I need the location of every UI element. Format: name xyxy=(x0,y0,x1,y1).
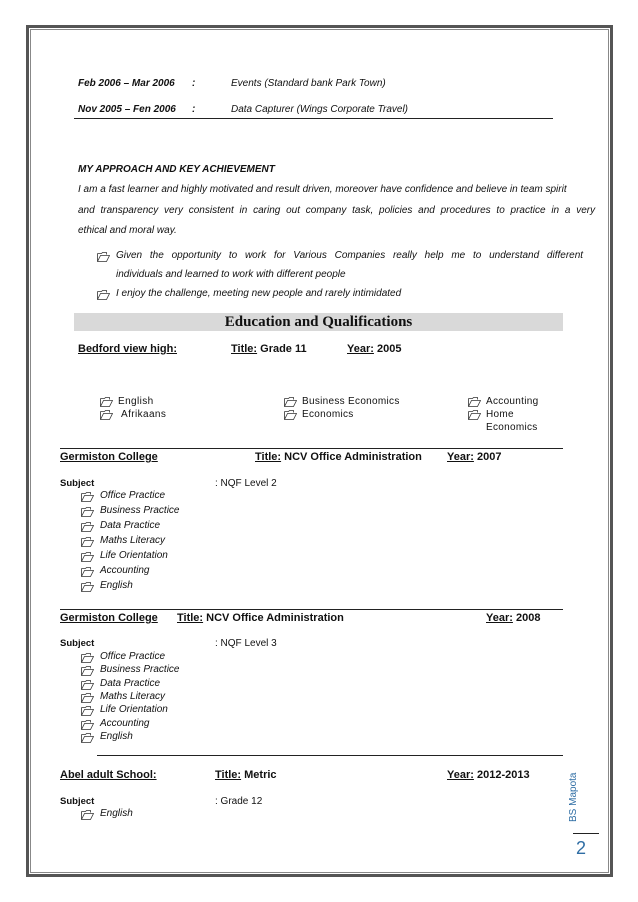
school-name: Germiston College xyxy=(60,612,158,624)
subject-item: Economics xyxy=(302,409,354,420)
folder-icon xyxy=(81,693,94,703)
subject-label: Subject xyxy=(60,478,95,489)
school-name: Bedford view high: xyxy=(78,343,177,355)
subject-item: Business Economics xyxy=(302,396,400,407)
folder-icon xyxy=(81,582,94,592)
subject-item: Office Practice xyxy=(100,651,166,662)
subject-item: English xyxy=(100,808,133,819)
subject-item: Data Practice xyxy=(100,520,161,531)
subject-item: Business Practice xyxy=(100,505,180,516)
folder-icon xyxy=(81,810,94,820)
folder-icon xyxy=(81,706,94,716)
level-value: : NQF Level 2 xyxy=(215,478,277,489)
author-name: BS Mapota xyxy=(568,772,579,822)
school-year: Year: 2007 xyxy=(447,451,502,463)
school-year: Year: 2005 xyxy=(347,343,402,355)
school-name: Abel adult School: xyxy=(60,769,157,781)
subject-label: Subject xyxy=(60,638,95,649)
approach-line: I am a fast learner and highly motivated and result driven, moreover have confidence and believe in team spirit xyxy=(78,184,567,195)
folder-icon xyxy=(81,492,94,502)
school-year: Year: 2012-2013 xyxy=(447,769,530,781)
subject-item: English xyxy=(118,396,154,407)
folder-icon xyxy=(81,537,94,547)
school-title: Title: NCV Office Administration xyxy=(255,451,422,463)
folder-icon xyxy=(97,252,110,262)
subject-item: Office Practice xyxy=(100,490,166,501)
folder-icon xyxy=(97,290,110,300)
employment-dates: Nov 2005 – Fen 2006 xyxy=(78,104,176,115)
approach-line: ethical and moral way. xyxy=(78,225,177,236)
subject-item: Accounting xyxy=(486,396,539,407)
folder-icon xyxy=(81,567,94,577)
folder-icon xyxy=(100,410,113,420)
folder-icon xyxy=(284,397,297,407)
folder-icon xyxy=(284,410,297,420)
approach-heading: MY APPROACH AND KEY ACHIEVEMENT xyxy=(78,164,275,175)
folder-icon xyxy=(468,410,481,420)
subject-item: English xyxy=(100,730,133,742)
subject-item-cont: Economics xyxy=(486,422,538,433)
subject-item: Afrikaans xyxy=(121,409,167,420)
page-number: 2 xyxy=(576,838,587,858)
school-title: Title: Grade 11 xyxy=(231,343,307,355)
folder-icon xyxy=(81,653,94,663)
divider xyxy=(60,448,563,449)
folder-icon xyxy=(81,522,94,532)
school-title: Title: Metric xyxy=(215,769,277,781)
school-name: Germiston College xyxy=(60,451,158,463)
approach-bullet: I enjoy the challenge, meeting new people and rarely intimidated xyxy=(116,288,402,299)
folder-icon xyxy=(81,666,94,676)
subject-item: Maths Literacy xyxy=(100,535,166,546)
folder-icon xyxy=(81,733,94,743)
section-title: Education and Qualifications xyxy=(224,314,413,330)
subject-label: Subject xyxy=(60,796,95,807)
employment-dates: Feb 2006 – Mar 2006 xyxy=(78,78,175,89)
folder-icon xyxy=(81,507,94,517)
subject-item: Home xyxy=(486,409,514,420)
employment-separator: : xyxy=(192,78,196,89)
level-value: : Grade 12 xyxy=(215,796,263,807)
approach-bullet: Given the opportunity to work for Various Companies really help me to understand different xyxy=(116,250,584,261)
folder-icon xyxy=(81,552,94,562)
divider xyxy=(97,755,563,756)
school-year: Year: 2008 xyxy=(486,612,541,624)
subject-item: Data Practice xyxy=(100,677,161,689)
subject-item: Business Practice xyxy=(100,664,180,676)
subject-item: Accounting xyxy=(100,565,150,576)
footer-divider xyxy=(573,833,599,834)
folder-icon xyxy=(468,397,481,407)
employment-role: Events (Standard bank Park Town) xyxy=(231,78,386,89)
subject-item: Accounting xyxy=(100,717,150,729)
divider xyxy=(60,609,563,610)
folder-icon xyxy=(81,720,94,730)
approach-line: and transparency very consistent in caring out company task, policies and procedures to practice in a very xyxy=(78,205,596,216)
subject-item: Life Orientation xyxy=(100,550,168,561)
subject-item: English xyxy=(100,580,133,591)
folder-icon xyxy=(100,397,113,407)
level-value: : NQF Level 3 xyxy=(215,638,277,649)
subject-item: Maths Literacy xyxy=(100,690,166,702)
subject-item: Life Orientation xyxy=(100,704,168,716)
employment-role: Data Capturer (Wings Corporate Travel) xyxy=(231,104,409,115)
school-title: Title: NCV Office Administration xyxy=(177,612,344,624)
divider xyxy=(74,118,553,119)
employment-separator: : xyxy=(192,104,196,115)
approach-bullet-cont: individuals and learned to work with different people xyxy=(116,269,346,280)
folder-icon xyxy=(81,680,94,690)
